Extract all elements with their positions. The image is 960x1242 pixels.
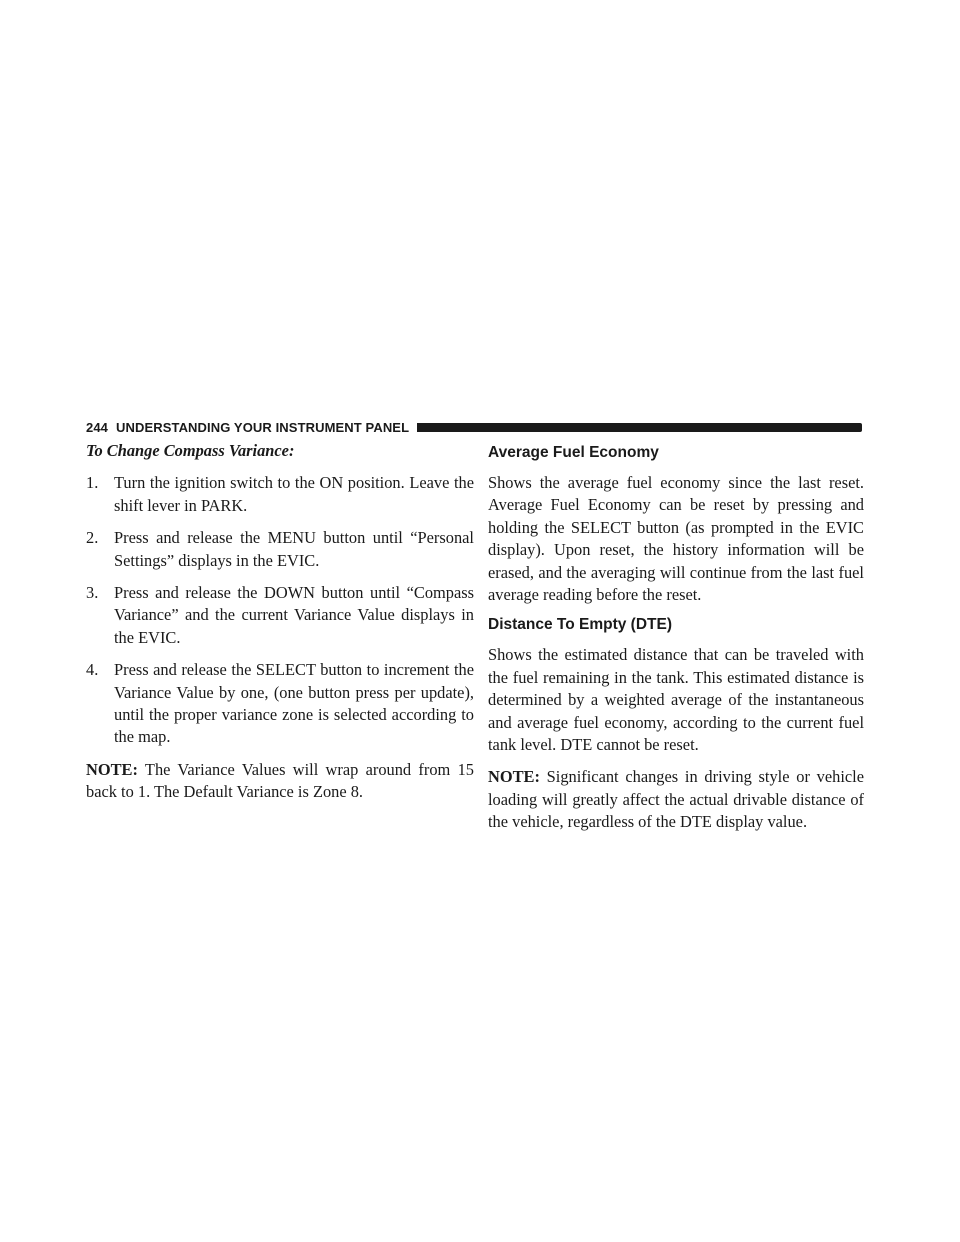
average-fuel-economy-text: Shows the average fuel economy since the last reset. Average Fuel Economy can be reset by pressing and holding the SELECT button (as prompted in the EVIC display). Upon reset, the history information will be erased, and the averaging will continue from the last fuel average reading before the reset. — [488, 473, 864, 605]
header-rule — [417, 423, 862, 432]
step-text: Press and release the MENU button until “Personal Settings” displays in the EVIC. — [114, 528, 474, 570]
note-text: The Variance Values will wrap around from 15 back to 1. The Default Variance is Zone 8. — [86, 759, 474, 802]
compass-variance-steps — [86, 472, 474, 748]
compass-variance-subheading: To Change Compass Variance: — [86, 441, 295, 460]
dte-note — [488, 766, 864, 833]
note-label: NOTE: — [86, 759, 138, 779]
step-text: Turn the ignition switch to the ON position. Leave the shift lever in PARK. — [114, 473, 474, 515]
step-text: Press and release the SELECT button to increment the Variance Value by one, (one button press per update), until the proper variance zone is selected according to the map. — [114, 660, 474, 747]
right-column — [488, 440, 864, 834]
step-item — [86, 472, 474, 517]
average-fuel-economy-heading: Average Fuel Economy — [488, 444, 659, 461]
section-title: UNDERSTANDING YOUR INSTRUMENT PANEL — [116, 419, 410, 435]
step-number: 4. — [86, 660, 99, 680]
step-item — [86, 527, 474, 572]
distance-to-empty-heading: Distance To Empty (DTE) — [488, 616, 673, 634]
step-number: 1. — [86, 473, 99, 493]
left-column — [86, 440, 474, 804]
step-number: 3. — [86, 583, 99, 603]
step-item — [86, 582, 474, 649]
page-header — [86, 419, 862, 435]
step-text: Press and release the DOWN button until “Compass Variance” and the current Variance Value displays in the EVIC. — [114, 583, 474, 647]
step-number: 2. — [86, 528, 99, 548]
note-label: NOTE: — [488, 767, 540, 787]
step-item — [86, 659, 474, 749]
distance-to-empty-text: Shows the estimated distance that can be traveled with the fuel remaining in the tank. This estimated distance is determined by a weighted average of the instantaneous and average fuel economy, according to the current fuel tank level. DTE cannot be reset. — [488, 645, 864, 755]
note-text: Significant changes in driving style or vehicle loading will greatly affect the actual drivable distance of the vehicle, regardless of the DTE display value. — [488, 767, 864, 832]
compass-note — [86, 759, 474, 804]
page-number: 244 — [86, 419, 108, 435]
